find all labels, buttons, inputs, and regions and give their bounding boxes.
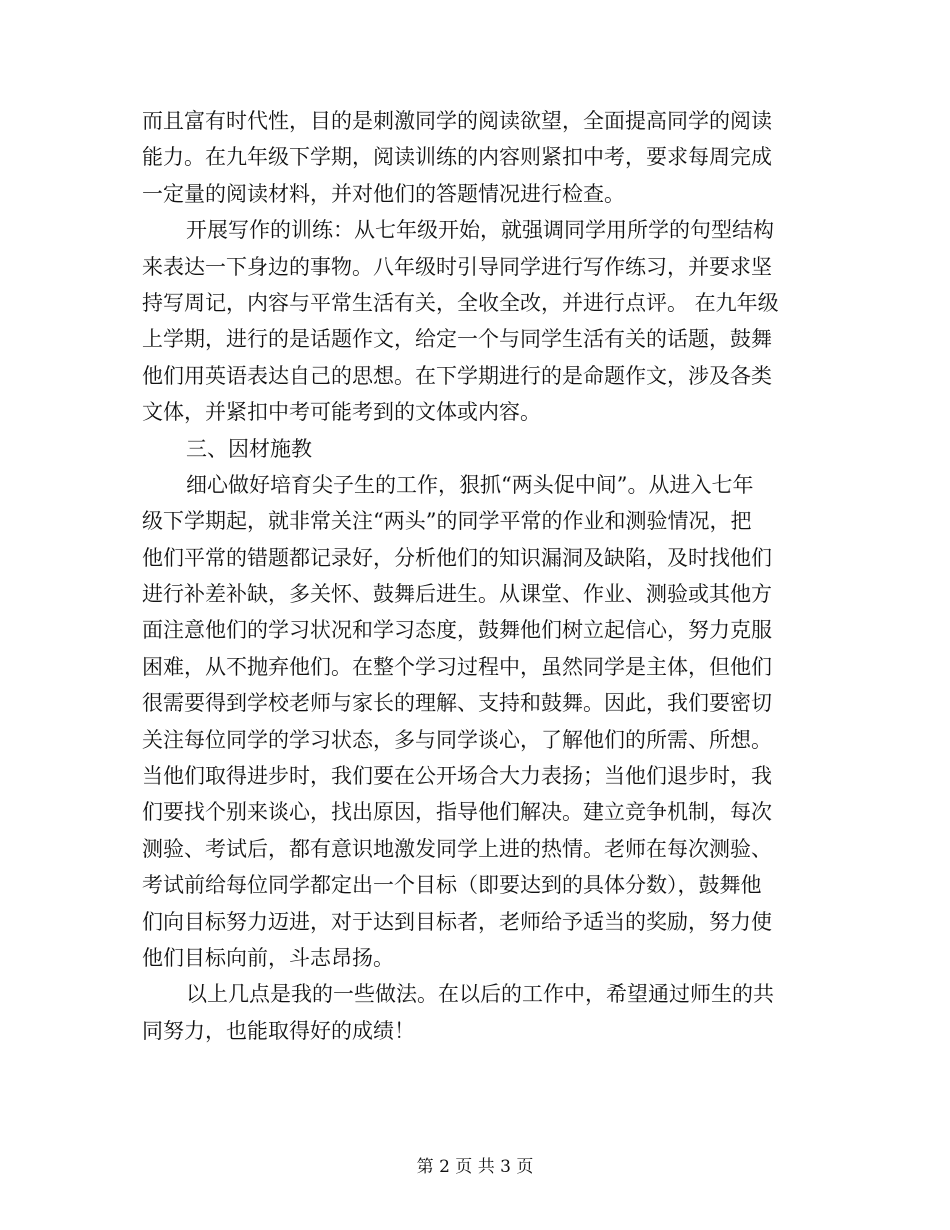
text-line: 文体，并紧扣中考可能考到的文体或内容。 xyxy=(142,400,541,425)
text-line: 持写周记，内容与平常生活有关，全收全改，并进行点评。 在九年级 xyxy=(142,290,779,315)
text-line: 细心做好培育尖子生的工作，狠抓“两头促中间”。从进入七年 xyxy=(186,472,754,497)
text-line: 级下学期起，就非常关注“两头”的同学平常的作业和测验情况，把 xyxy=(142,509,752,534)
text-line: 们要找个别来谈心，找出原因，指导他们解决。建立竞争机制，每次 xyxy=(142,800,772,825)
text-line: 困难，从不抛弃他们。在整个学习过程中，虽然同学是主体，但他们 xyxy=(142,654,772,679)
text-line: 上学期，进行的是话题作文，给定一个与同学生活有关的话题，鼓舞 xyxy=(142,327,772,352)
text-line: 当他们取得进步时，我们要在公开场合大力表扬；当他们退步时，我 xyxy=(142,764,772,789)
text-line: 三、因材施教 xyxy=(186,436,312,461)
text-line: 而且富有时代性，目的是刺激同学的阅读欲望，全面提高同学的阅读 xyxy=(142,109,772,133)
text-line: 关注每位同学的学习状态，多与同学谈心，了解他们的所需、所想。 xyxy=(142,727,772,752)
text-line: 他们用英语表达自己的思想。在下学期进行的是命题作文，涉及各类 xyxy=(142,363,772,388)
text-line: 以上几点是我的一些做法。在以后的工作中，希望通过师生的共 xyxy=(186,982,774,1007)
page-number-footer: 第 2 页 共 3 页 xyxy=(416,1157,534,1177)
text-line: 能力。在九年级下学期，阅读训练的内容则紧扣中考，要求每周完成 xyxy=(142,145,772,170)
text-line: 他们目标向前，斗志昂扬。 xyxy=(142,945,394,970)
text-line: 来表达一下身边的事物。八年级时引导同学进行写作练习，并要求坚 xyxy=(142,254,772,279)
text-line: 考试前给每位同学都定出一个目标（即要达到的具体分数），鼓舞他 xyxy=(142,873,762,898)
text-line: 测验、考试后，都有意识地激发同学上进的热情。老师在每次测验、 xyxy=(142,836,772,861)
text-line: 开展写作的训练：从七年级开始，就强调同学用所学的句型结构 xyxy=(186,218,774,243)
text-line: 进行补差补缺，多关怀、鼓舞后进生。从课堂、作业、测验或其他方 xyxy=(142,582,772,607)
text-line: 一定量的阅读材料，并对他们的答题情况进行检查。 xyxy=(142,181,625,206)
text-line: 同努力，也能取得好的成绩！ xyxy=(142,1018,415,1043)
text-line: 面注意他们的学习状况和学习态度，鼓舞他们树立起信心，努力克服 xyxy=(142,618,772,643)
text-line: 们向目标努力迈进，对于达到目标者，老师给予适当的奖励，努力使 xyxy=(142,909,772,934)
text-line: 很需要得到学校老师与家长的理解、支持和鼓舞。因此，我们要密切 xyxy=(142,691,772,716)
text-line: 他们平常的错题都记录好，分析他们的知识漏洞及缺陷，及时找他们 xyxy=(142,545,772,570)
document-body xyxy=(142,103,814,1049)
